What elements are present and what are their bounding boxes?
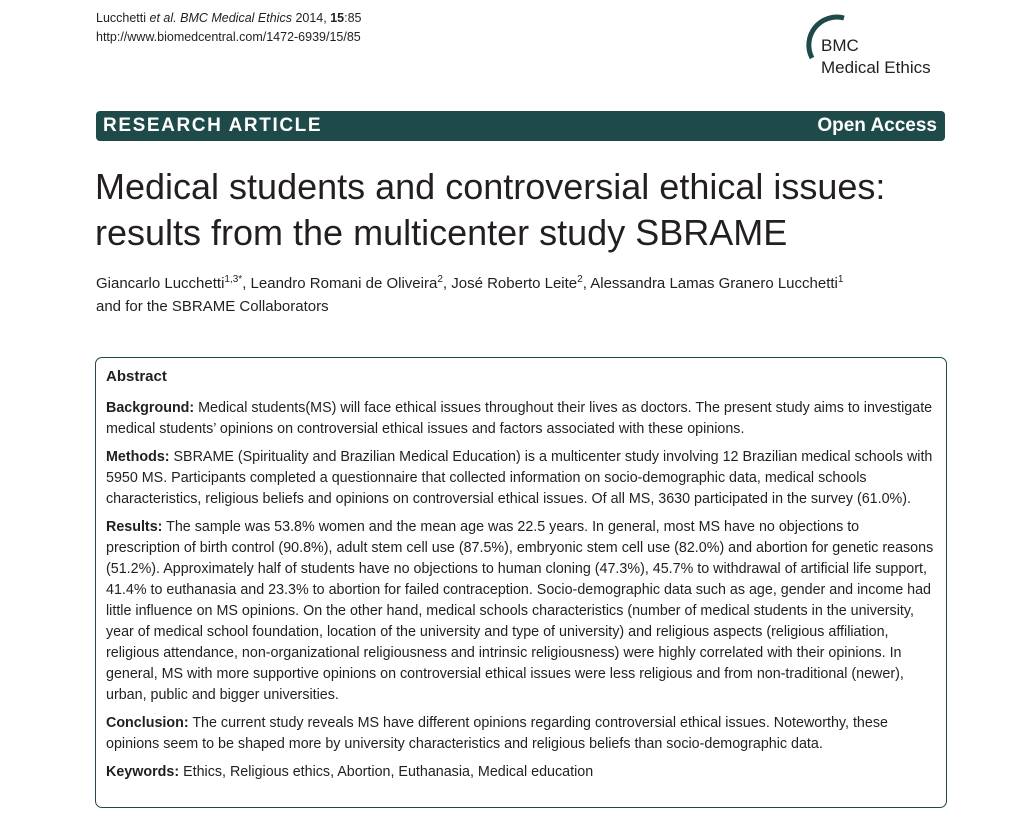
author-affiliation: 1,3*	[224, 274, 243, 285]
citation-header	[96, 9, 362, 47]
author-list: Giancarlo Lucchetti$^{1,3*}$, Leandro Romani de Oliveira$^2$, José Roberto Leite$^2$, Alessandra Lamas Granero Lucchetti$^1$ and for the SBRAME Collaborators	[96, 274, 844, 315]
citation-volume: 15	[330, 11, 345, 25]
logo-line2: Medical Ethics	[821, 58, 931, 77]
article-type: RESEARCH ARTICLE	[103, 115, 323, 136]
author-name[interactable]: José Roberto Leite	[451, 275, 578, 292]
section-text: Ethics, Religious ethics, Abortion, Euthanasia, Medical education	[179, 764, 594, 780]
bmc-logo	[800, 10, 960, 85]
section-text: The current study reveals MS have different opinions regarding controversial ethical issues. Noteworthy, these opinions seem to be shaped more by university characteristics and religious beliefs than socio-demographic data.	[106, 715, 888, 752]
author-name[interactable]: Leandro Romani de Oliveira	[250, 275, 438, 292]
citation-authors: Lucchetti	[96, 11, 147, 25]
abstract-heading: Abstract	[106, 368, 167, 385]
author-affiliation: 2	[577, 274, 583, 285]
section-label: Methods:	[106, 449, 170, 465]
collaborators: and for the SBRAME Collaborators	[96, 298, 329, 315]
citation-journal: et al. BMC Medical Ethics	[149, 11, 292, 25]
abstract-results	[106, 517, 936, 706]
section-label: Background:	[106, 400, 195, 416]
section-text: Medical students(MS) will face ethical issues throughout their lives as doctors. The present study aims to investigate medical students’ opinions on controversial ethical issues and factors associated with these opinions.	[106, 400, 933, 437]
author-affiliation: 1	[837, 274, 844, 285]
section-label: Conclusion:	[106, 715, 189, 731]
logo-line1: BMC	[821, 36, 859, 55]
section-text: The sample was 53.8% women and the mean age was 22.5 years. In general, most MS have no objections to prescription of birth control (90.8%), adult stem cell use (87.5%), embryonic stem cell use (82.0%) and abortion for genetic reasons (51.2%). Approximately half of students have no objections to human cloning (47.3%), 45.7% to withdrawal of artificial life support, 41.4% to euthanasia and 23.3% to abortion for failed contraception. Socio-demographic data such as age, gender and income had little influence on MS opinions. On the other hand, medical schools characteristics (number of medical students in the university, year of medical school foundation, location of the university and type of university) and religious aspects (religious affiliation, religious attendance, non-organizational religiousness and intrinsic religiousness) were highly correlated with their opinions. In general, MS with more supportive opinions on controversial ethical issues were less religious and from non-traditional (newer), urban, public and bigger universities.	[106, 519, 934, 703]
abstract-background	[106, 398, 936, 440]
section-label: Keywords:	[106, 764, 180, 780]
section-text: SBRAME (Spirituality and Brazilian Medical Education) is a multicenter study involving 12 Brazilian medical schools with 5950 MS. Participants completed a questionnaire that collected information on socio-demographic data, medical schools characteristics, religious beliefs and opinions on controversial ethical issues. Of all MS, 3630 participated in the survey (61.0%).	[106, 449, 933, 507]
citation-url[interactable]: http://www.biomedcentral.com/1472-6939/15/85	[96, 30, 361, 44]
citation-line	[96, 9, 362, 28]
title-line-1: Medical students and controversial ethical issues:	[95, 166, 886, 207]
citation-year: 2014,	[295, 11, 327, 25]
author-name[interactable]: Giancarlo Lucchetti	[96, 275, 225, 292]
abstract-conclusion	[106, 713, 936, 755]
open-access-label: Open Access	[817, 115, 937, 136]
article-title	[95, 164, 965, 256]
article-banner	[96, 111, 945, 141]
section-label: Results:	[106, 519, 163, 535]
author-affiliation: 2	[437, 274, 443, 285]
title-line-2: results from the multicenter study SBRAME	[95, 212, 788, 253]
abstract-methods	[106, 447, 936, 510]
author-name[interactable]: Alessandra Lamas Granero Lucchetti	[590, 275, 838, 292]
abstract-box	[95, 357, 947, 808]
abstract-keywords	[106, 762, 936, 783]
citation-article: :85	[344, 11, 362, 25]
